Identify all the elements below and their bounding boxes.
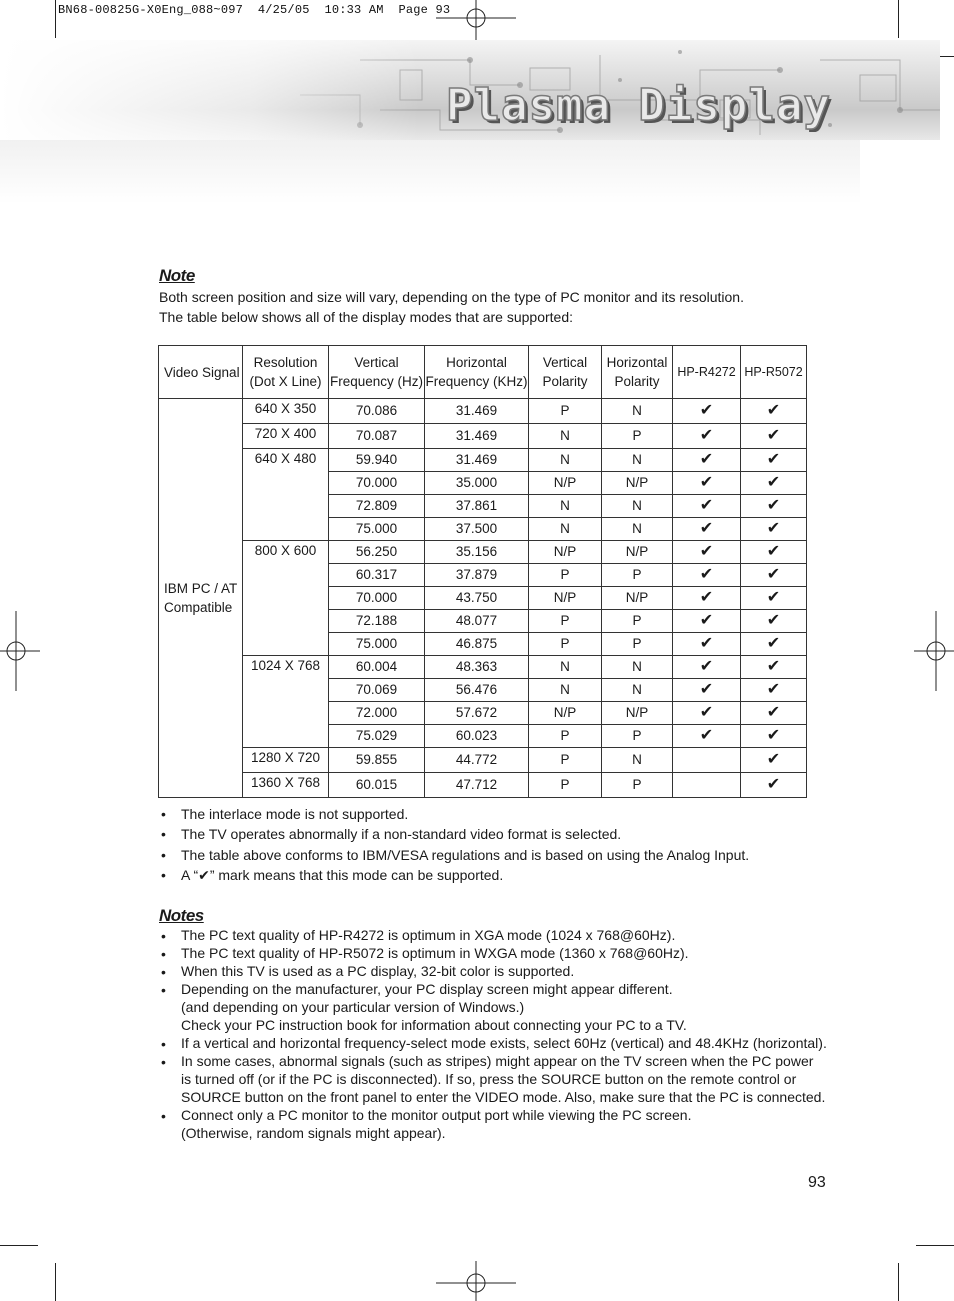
crop-mark: [898, 0, 899, 38]
list-item: [159, 1034, 827, 1052]
vertical-polarity-cell: N: [529, 424, 602, 449]
table-remarks-list: [159, 804, 749, 885]
registration-mark-icon: [914, 611, 954, 691]
vertical-frequency-cell: 56.250: [329, 541, 425, 564]
resolution-cell: 640 X 350: [243, 399, 329, 424]
vertical-polarity-cell: N/P: [529, 472, 602, 495]
video-signal-cell: IBM PC / AT Compatible: [159, 399, 243, 798]
note-line: The table below shows all of the display modes that are supported:: [159, 309, 574, 325]
horizontal-frequency-cell: 43.750: [425, 587, 529, 610]
registration-mark-icon: [436, 1261, 516, 1301]
horizontal-polarity-cell: N: [602, 679, 673, 702]
horizontal-frequency-cell: 44.772: [425, 748, 529, 773]
header-horizontal-frequency: Horizontal Frequency (KHz): [425, 346, 529, 399]
horizontal-frequency-cell: 31.469: [425, 449, 529, 472]
hp-r5072-support-cell: ✔: [741, 495, 807, 518]
table-row: [159, 399, 807, 424]
note-text-line: • The PC text quality of HP-R5072 is optimum in WXGA mode (1360 x 768@60Hz).: [181, 945, 689, 961]
list-item: [159, 1052, 827, 1106]
horizontal-frequency-cell: 37.861: [425, 495, 529, 518]
table-row: [159, 656, 807, 679]
vertical-polarity-cell: N: [529, 495, 602, 518]
table-row: [159, 449, 807, 472]
list-item: • A “✔” mark means that this mode can be supported.: [159, 865, 749, 885]
hp-r4272-support-cell: ✔: [673, 399, 741, 424]
hp-r4272-support-cell: ✔: [673, 656, 741, 679]
note-text-line: Check your PC instruction book for information about connecting your PC to a TV.: [181, 1017, 687, 1033]
list-item: • The interlace mode is not supported.: [159, 804, 749, 824]
hp-r5072-support-cell: ✔: [741, 633, 807, 656]
hp-r5072-support-cell: ✔: [741, 587, 807, 610]
horizontal-polarity-cell: N/P: [602, 587, 673, 610]
vertical-polarity-cell: P: [529, 564, 602, 587]
registration-mark-icon: [436, 0, 516, 40]
vertical-frequency-cell: 75.029: [329, 725, 425, 748]
horizontal-frequency-cell: 60.023: [425, 725, 529, 748]
crop-mark: [898, 1263, 899, 1301]
vertical-frequency-cell: 60.004: [329, 656, 425, 679]
vertical-polarity-cell: P: [529, 633, 602, 656]
table-body: [159, 399, 807, 798]
hp-r4272-support-cell: ✔: [673, 541, 741, 564]
table-row: [159, 748, 807, 773]
hp-r4272-support-cell: [673, 748, 741, 773]
notes-heading: Notes: [159, 906, 204, 925]
vertical-frequency-cell: 75.000: [329, 518, 425, 541]
vertical-frequency-cell: 75.000: [329, 633, 425, 656]
header-vertical-frequency: Vertical Frequency (Hz): [329, 346, 425, 399]
vertical-frequency-cell: 59.940: [329, 449, 425, 472]
vertical-frequency-cell: 60.317: [329, 564, 425, 587]
vertical-frequency-cell: 72.000: [329, 702, 425, 725]
hp-r4272-support-cell: ✔: [673, 587, 741, 610]
vertical-frequency-cell: 70.000: [329, 587, 425, 610]
horizontal-polarity-cell: N/P: [602, 541, 673, 564]
header-resolution: Resolution (Dot X Line): [243, 346, 329, 399]
list-item: [159, 1106, 827, 1142]
horizontal-frequency-cell: 57.672: [425, 702, 529, 725]
vertical-polarity-cell: N: [529, 656, 602, 679]
note-text-line: • The PC text quality of HP-R4272 is optimum in XGA mode (1024 x 768@60Hz).: [181, 927, 676, 943]
list-item: [159, 980, 827, 1034]
hp-r4272-support-cell: ✔: [673, 564, 741, 587]
header-horizontal-polarity: Horizontal Polarity: [602, 346, 673, 399]
vertical-polarity-cell: P: [529, 725, 602, 748]
table-row: [159, 424, 807, 449]
title-banner: [0, 40, 940, 140]
hp-r5072-support-cell: ✔: [741, 518, 807, 541]
horizontal-frequency-cell: 31.469: [425, 399, 529, 424]
vertical-frequency-cell: 70.069: [329, 679, 425, 702]
hp-r4272-support-cell: ✔: [673, 610, 741, 633]
vertical-polarity-cell: P: [529, 773, 602, 798]
banner-shadow: [0, 140, 860, 204]
vertical-polarity-cell: N: [529, 449, 602, 472]
horizontal-polarity-cell: N: [602, 399, 673, 424]
print-slug: BN68-00825G-X0Eng_088~097 4/25/05 10:33 AM Page 93: [58, 3, 451, 17]
list-item: • The TV operates abnormally if a non-standard video format is selected.: [159, 824, 749, 844]
note-text-line: (Otherwise, random signals might appear).: [181, 1125, 446, 1141]
resolution-cell: 1024 X 768: [243, 656, 329, 748]
crop-mark: [55, 1263, 56, 1301]
list-item: • The table above conforms to IBM/VESA regulations and is based on using the Analog Input.: [159, 845, 749, 865]
note-text-line: • Connect only a PC monitor to the monitor output port while viewing the PC screen.: [181, 1107, 692, 1123]
hp-r5072-support-cell: ✔: [741, 541, 807, 564]
hp-r5072-support-cell: ✔: [741, 610, 807, 633]
hp-r4272-support-cell: ✔: [673, 472, 741, 495]
header-vertical-polarity: Vertical Polarity: [529, 346, 602, 399]
horizontal-polarity-cell: N: [602, 518, 673, 541]
vertical-frequency-cell: 70.000: [329, 472, 425, 495]
horizontal-polarity-cell: P: [602, 610, 673, 633]
note-paragraph: [159, 287, 744, 327]
hp-r5072-support-cell: ✔: [741, 725, 807, 748]
vertical-frequency-cell: 59.855: [329, 748, 425, 773]
hp-r4272-support-cell: ✔: [673, 518, 741, 541]
horizontal-polarity-cell: N: [602, 495, 673, 518]
header-model-hp-r4272: HP-R4272: [673, 346, 741, 399]
horizontal-polarity-cell: N: [602, 449, 673, 472]
table-row: [159, 541, 807, 564]
hp-r5072-support-cell: ✔: [741, 702, 807, 725]
header-model-hp-r5072: HP-R5072: [741, 346, 807, 399]
resolution-cell: 800 X 600: [243, 541, 329, 656]
resolution-cell: 720 X 400: [243, 424, 329, 449]
display-modes-table: [158, 345, 807, 798]
note-text-line: • When this TV is used as a PC display, 32-bit color is supported.: [181, 963, 575, 979]
hp-r4272-support-cell: ✔: [673, 424, 741, 449]
hp-r5072-support-cell: ✔: [741, 748, 807, 773]
hp-r5072-support-cell: ✔: [741, 472, 807, 495]
list-item: [159, 962, 827, 980]
table-header-row: [159, 346, 807, 399]
horizontal-frequency-cell: 35.000: [425, 472, 529, 495]
hp-r4272-support-cell: ✔: [673, 495, 741, 518]
registration-mark-icon: [0, 611, 40, 691]
hp-r5072-support-cell: ✔: [741, 424, 807, 449]
hp-r5072-support-cell: ✔: [741, 656, 807, 679]
hp-r4272-support-cell: ✔: [673, 725, 741, 748]
horizontal-polarity-cell: P: [602, 564, 673, 587]
horizontal-polarity-cell: P: [602, 633, 673, 656]
crop-mark: [55, 0, 56, 38]
horizontal-frequency-cell: 48.363: [425, 656, 529, 679]
vertical-polarity-cell: P: [529, 399, 602, 424]
vertical-frequency-cell: 60.015: [329, 773, 425, 798]
vertical-polarity-cell: P: [529, 748, 602, 773]
horizontal-frequency-cell: 37.879: [425, 564, 529, 587]
table-row: [159, 773, 807, 798]
banner-fade: [0, 40, 420, 140]
note-text-line: • In some cases, abnormal signals (such as stripes) might appear on the TV screen when the PC power: [181, 1053, 814, 1069]
vertical-polarity-cell: N: [529, 518, 602, 541]
page-title: Plasma Display: [446, 80, 831, 131]
notes-list: [159, 926, 827, 1142]
hp-r5072-support-cell: ✔: [741, 399, 807, 424]
horizontal-frequency-cell: 35.156: [425, 541, 529, 564]
vertical-polarity-cell: N/P: [529, 541, 602, 564]
hp-r4272-support-cell: ✔: [673, 449, 741, 472]
note-text-line: SOURCE button on the front panel to enter the VIDEO mode. Also, make sure that the PC is connected.: [181, 1089, 826, 1105]
page-number: 93: [808, 1174, 826, 1191]
resolution-cell: 640 X 480: [243, 449, 329, 541]
hp-r5072-support-cell: ✔: [741, 773, 807, 798]
vertical-frequency-cell: 72.188: [329, 610, 425, 633]
horizontal-polarity-cell: P: [602, 773, 673, 798]
note-line: Both screen position and size will vary, depending on the type of PC monitor and its resolution.: [159, 289, 744, 305]
list-item: [159, 926, 827, 944]
note-text-line: (and depending on your particular version of Windows.): [181, 999, 525, 1015]
hp-r5072-support-cell: ✔: [741, 449, 807, 472]
crop-mark: [0, 1245, 38, 1246]
hp-r4272-support-cell: ✔: [673, 633, 741, 656]
vertical-frequency-cell: 70.086: [329, 399, 425, 424]
vertical-frequency-cell: 70.087: [329, 424, 425, 449]
vertical-polarity-cell: N: [529, 679, 602, 702]
hp-r4272-support-cell: ✔: [673, 679, 741, 702]
list-item: [159, 944, 827, 962]
note-heading: Note: [159, 266, 195, 285]
hp-r4272-support-cell: ✔: [673, 702, 741, 725]
horizontal-polarity-cell: P: [602, 725, 673, 748]
resolution-cell: 1360 X 768: [243, 773, 329, 798]
hp-r5072-support-cell: ✔: [741, 564, 807, 587]
vertical-polarity-cell: N/P: [529, 702, 602, 725]
resolution-cell: 1280 X 720: [243, 748, 329, 773]
hp-r4272-support-cell: [673, 773, 741, 798]
horizontal-frequency-cell: 31.469: [425, 424, 529, 449]
horizontal-polarity-cell: N/P: [602, 472, 673, 495]
horizontal-frequency-cell: 37.500: [425, 518, 529, 541]
vertical-polarity-cell: P: [529, 610, 602, 633]
vertical-frequency-cell: 72.809: [329, 495, 425, 518]
horizontal-polarity-cell: N/P: [602, 702, 673, 725]
horizontal-frequency-cell: 47.712: [425, 773, 529, 798]
note-text-line: • If a vertical and horizontal frequency-select mode exists, select 60Hz (vertical) and 48.4KHz (horizontal).: [181, 1035, 827, 1051]
horizontal-polarity-cell: N: [602, 748, 673, 773]
note-text-line: • Depending on the manufacturer, your PC display screen might appear different.: [181, 981, 673, 997]
horizontal-frequency-cell: 46.875: [425, 633, 529, 656]
crop-mark: [916, 1245, 954, 1246]
horizontal-polarity-cell: P: [602, 424, 673, 449]
horizontal-frequency-cell: 48.077: [425, 610, 529, 633]
header-video-signal: Video Signal: [159, 346, 243, 399]
vertical-polarity-cell: N/P: [529, 587, 602, 610]
horizontal-polarity-cell: N: [602, 656, 673, 679]
hp-r5072-support-cell: ✔: [741, 679, 807, 702]
note-text-line: is turned off (or if the PC is disconnected). If so, press the SOURCE button on the remote control or: [181, 1071, 797, 1087]
horizontal-frequency-cell: 56.476: [425, 679, 529, 702]
